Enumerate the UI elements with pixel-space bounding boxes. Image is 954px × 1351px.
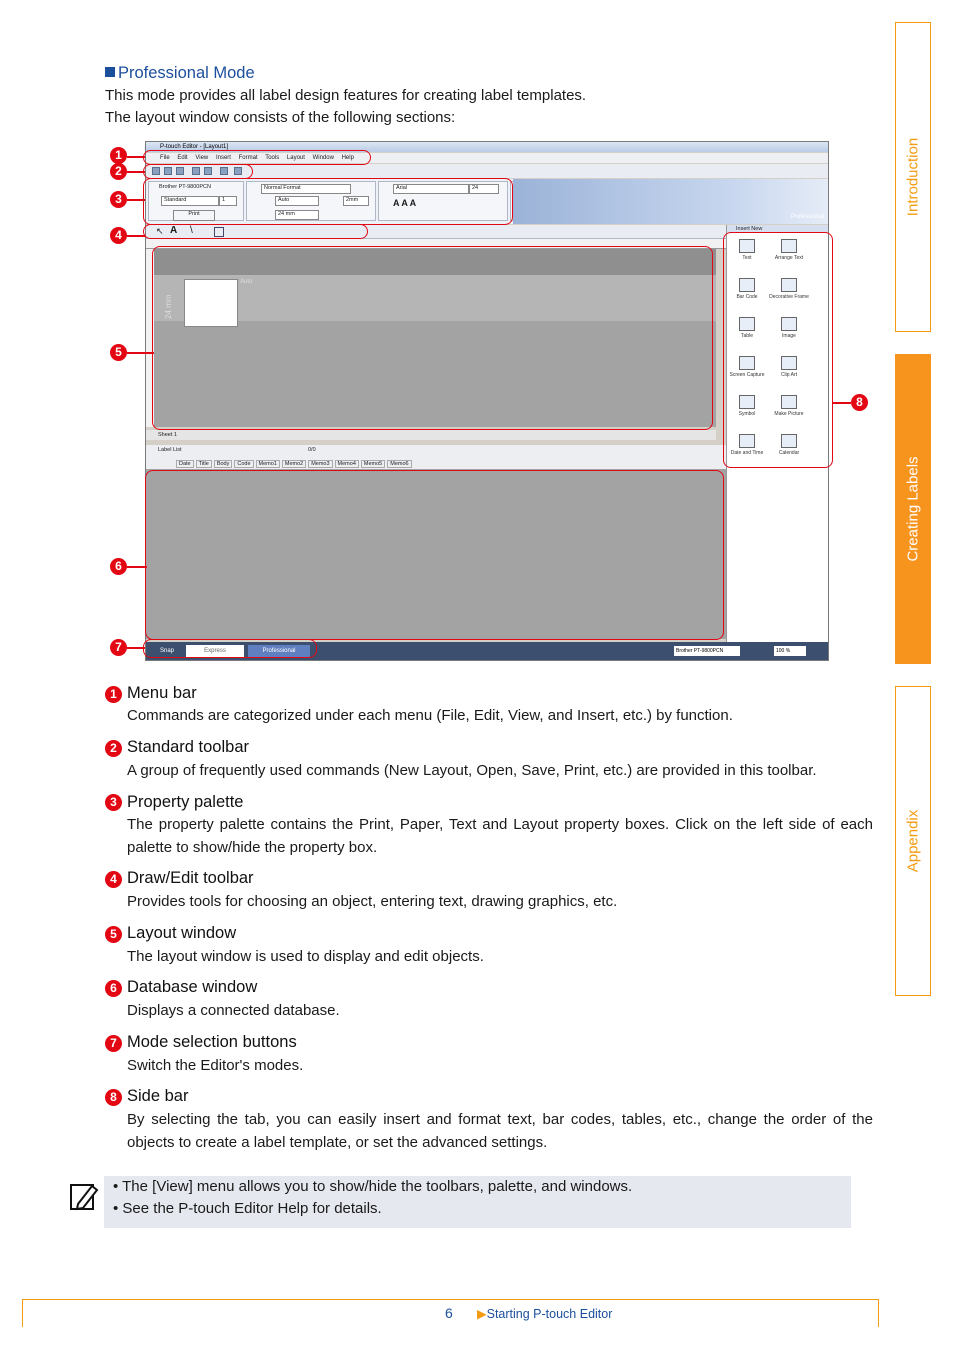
sidebar-item-label: Date and Time [730, 450, 764, 456]
item-title-property-palette: Property palette [127, 793, 244, 811]
callout-database-window [145, 470, 724, 640]
zoom-select[interactable]: 100 % [774, 646, 806, 656]
length-input[interactable]: Auto [275, 196, 319, 206]
express-mode-button[interactable]: Express [186, 645, 244, 657]
menu-layout[interactable]: Layout [286, 155, 305, 161]
banner-text: Professional [790, 214, 824, 220]
side-tab-creating-labels[interactable] [895, 354, 931, 664]
callout-number-7: 7 [110, 639, 127, 656]
callout-side-bar [723, 232, 833, 468]
item-title-draw-edit-toolbar: Draw/Edit toolbar [127, 869, 254, 887]
text-style-icons[interactable]: A A A [393, 198, 417, 208]
side-tab-label: Appendix [904, 809, 922, 873]
side-tab-appendix[interactable] [895, 686, 931, 996]
side-tab-introduction[interactable] [895, 22, 931, 332]
db-column-header[interactable]: Code [234, 460, 253, 468]
sidebar-item-label: Arrange Text [774, 255, 804, 261]
item-title-menu-bar: Menu bar [127, 684, 197, 702]
menu-file[interactable]: File [160, 155, 170, 161]
item-number: 8 [105, 1089, 122, 1106]
callout-number-5: 5 [110, 344, 127, 361]
section-title-text: Professional Mode [118, 64, 255, 82]
sidebar-item-label: Make Picture [774, 411, 804, 417]
leader-line [127, 235, 145, 237]
item-title-standard-toolbar: Standard toolbar [127, 738, 250, 756]
side-tab-label: Introduction [904, 137, 922, 217]
intro-line-1: This mode provides all label design features for creating label templates. [105, 87, 587, 104]
item-title-layout-window: Layout window [127, 924, 237, 942]
format-select[interactable]: Normal Format [261, 184, 351, 194]
leader-line [127, 352, 154, 354]
intro-line-2: The layout window consists of the following sections: [105, 109, 456, 126]
item-number: 5 [105, 926, 122, 943]
menu-help[interactable]: Help [341, 155, 354, 161]
section-title [105, 64, 255, 83]
professional-banner [513, 179, 828, 224]
leader-line [127, 171, 145, 173]
db-column-header[interactable]: Memo6 [387, 460, 411, 468]
triangle-right-icon: ▶ [477, 1307, 487, 1321]
item-number: 4 [105, 871, 122, 888]
line-tool-icon[interactable]: \ [190, 225, 193, 236]
sidebar-title: Insert New [727, 225, 829, 233]
sidebar-item-label: Symbol [738, 411, 756, 417]
font-select[interactable]: Arial [393, 184, 469, 194]
margin-input[interactable]: 2mm [343, 196, 369, 206]
db-column-header[interactable]: Memo1 [256, 460, 280, 468]
item-desc-draw-edit-toolbar: Provides tools for choosing an object, entering text, drawing graphics, etc. [127, 893, 618, 910]
side-tab-label: Creating Labels [904, 456, 922, 562]
sidebar-item-label: Screen Capture [729, 372, 765, 378]
item-desc-standard-toolbar: A group of frequently used commands (New Layout, Open, Save, Print, etc.) are provided in this toolbar. [127, 762, 817, 779]
item-number: 2 [105, 740, 122, 757]
callout-layout-window [152, 246, 713, 430]
item-number: 6 [105, 980, 122, 997]
print-button[interactable]: Print [173, 210, 215, 221]
callout-number-3: 3 [110, 191, 127, 208]
menu-insert[interactable]: Insert [215, 155, 231, 161]
db-column-header[interactable]: Memo4 [335, 460, 359, 468]
square-bullet-icon [105, 67, 115, 77]
printer-name: Brother PT-9800PCN [159, 184, 211, 190]
database-columns [176, 460, 412, 468]
item-desc-property-palette: The property palette contains the Print, Paper, Text and Layout property boxes. Click on the left side of each palette to show/hide the property box. [127, 816, 873, 856]
db-column-header[interactable]: Date [176, 460, 194, 468]
sheet-tab[interactable]: Sheet 1 [146, 430, 716, 440]
item-title-side-bar: Side bar [127, 1087, 189, 1105]
callout-property-palette [143, 178, 513, 225]
item-title-mode-buttons: Mode selection buttons [127, 1033, 297, 1051]
memo-pencil-icon [68, 1180, 100, 1212]
note-line: • See the P-touch Editor Help for details. [113, 1200, 382, 1217]
item-number: 1 [105, 686, 122, 703]
sidebar-item-label: Clip Art [780, 372, 798, 378]
record-counter: 0/0 [308, 447, 316, 453]
auto-length-label: Auto [240, 279, 253, 285]
sidebar-item-label: Bar Code [736, 294, 758, 300]
sidebar-item-label: Table [741, 333, 753, 339]
label-list-title: Label List [158, 447, 182, 453]
item-title-database-window: Database window [127, 978, 258, 996]
window-title: P-touch Editor - [Layout1] [146, 142, 828, 152]
callout-number-2: 2 [110, 163, 127, 180]
select-arrow-icon[interactable]: ↖ [156, 226, 164, 236]
callout-number-6: 6 [110, 558, 127, 575]
menu-tools[interactable]: Tools [265, 155, 280, 161]
note-line: • The [View] menu allows you to show/hide the toolbars, palette, and windows. [113, 1178, 633, 1195]
leader-line [127, 647, 145, 649]
menu-format[interactable]: Format [238, 155, 258, 161]
db-column-header[interactable]: Title [196, 460, 212, 468]
callout-mode-buttons [143, 639, 317, 658]
db-column-header[interactable]: Memo2 [282, 460, 306, 468]
item-desc-side-bar: By selecting the tab, you can easily insert and format text, bar codes, tables, etc., change the order of the objects to create a label template, or set the advanced settings. [127, 1111, 873, 1151]
db-column-header[interactable]: Body [214, 460, 233, 468]
item-desc-layout-window: The layout window is used to display and edit objects. [127, 948, 484, 965]
menu-window[interactable]: Window [312, 155, 334, 161]
font-size-select[interactable]: 24 [469, 184, 499, 194]
sidebar-item-label: Image [782, 333, 796, 339]
item-number: 3 [105, 794, 122, 811]
callout-number-8: 8 [851, 394, 868, 411]
sidebar-item-label: Decorative Frame [769, 294, 809, 300]
callout-menu-bar [143, 150, 371, 165]
database-header [146, 445, 726, 469]
width-select[interactable]: 24 mm [275, 210, 319, 220]
callout-number-1: 1 [110, 147, 127, 164]
sidebar-item-label: Calendar [778, 450, 800, 456]
leader-line [127, 199, 145, 201]
db-column-header[interactable]: Memo5 [361, 460, 385, 468]
professional-mode-button[interactable]: Professional [248, 645, 310, 657]
sidebar-item-label: Text [742, 255, 752, 261]
leader-line [127, 156, 145, 158]
callout-standard-toolbar [143, 164, 253, 179]
leader-line [833, 402, 851, 404]
footer-link[interactable] [477, 1306, 612, 1321]
callout-number-4: 4 [110, 227, 127, 244]
text-tool-icon[interactable]: A [170, 225, 178, 236]
item-desc-menu-bar: Commands are categorized under each menu (File, Edit, View, and Insert, etc.) by function. [127, 707, 733, 724]
paper-mode-select[interactable]: Standard [161, 196, 219, 206]
menu-edit[interactable]: Edit [177, 155, 188, 161]
copies-input[interactable]: 1 [219, 196, 237, 206]
footer-section-text: Starting P-touch Editor [486, 1307, 613, 1321]
item-number: 7 [105, 1035, 122, 1052]
db-column-header[interactable]: Memo3 [308, 460, 332, 468]
menu-view[interactable]: View [195, 155, 209, 161]
callout-draw-edit-toolbar [143, 224, 368, 239]
item-desc-mode-buttons: Switch the Editor's modes. [127, 1057, 304, 1074]
snap-mode-button[interactable]: Snap [159, 648, 174, 654]
leader-line [127, 566, 147, 568]
label-width-text: 24 mm [164, 294, 173, 319]
note-box [104, 1176, 851, 1228]
page-number: 6 [445, 1305, 453, 1321]
item-desc-database-window: Displays a connected database. [127, 1002, 340, 1019]
status-printer-select[interactable]: Brother PT-9800PCN [674, 646, 740, 656]
